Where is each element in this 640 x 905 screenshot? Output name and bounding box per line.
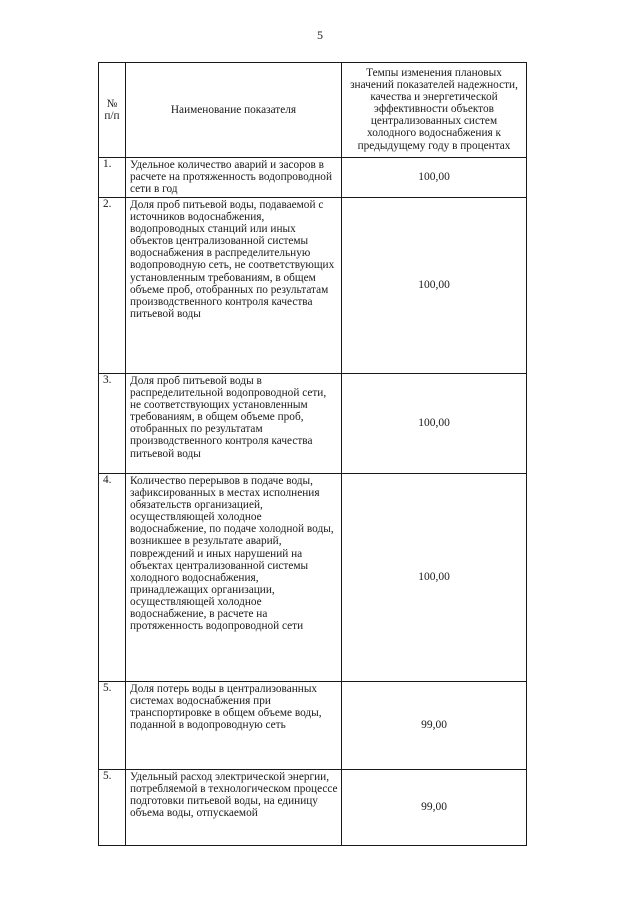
table-row — [99, 682, 527, 770]
row-value: 100,00 — [342, 474, 527, 682]
header-num: № п/п — [99, 63, 126, 158]
row-num: 5. — [99, 770, 126, 846]
row-value: 100,00 — [342, 198, 527, 374]
row-value: 99,00 — [342, 770, 527, 846]
row-num: 1. — [99, 158, 126, 198]
row-num: 2. — [99, 198, 126, 374]
row-value: 100,00 — [342, 158, 527, 198]
row-value: 100,00 — [342, 374, 527, 474]
table-row — [99, 474, 527, 682]
table-row — [99, 158, 527, 198]
table-row — [99, 770, 527, 846]
row-name: Удельный расход электрической энергии, потребляемой в технологическом процессе подготовки питьевой воды, на единицу объема воды, отпускаемой — [126, 770, 342, 846]
page-number: 5 — [317, 28, 323, 42]
header-value: Темпы изменения плановых значений показателей надежности, качества и энергетической эффективности объектов централизованных систем холодного водоснабжения к предыдущему году в процентах — [342, 63, 527, 158]
row-name: Количество перерывов в подаче воды, зафиксированных в местах исполнения обязательств организацией, осуществляющей холодное водоснабжение, по подаче холодной воды, возникшее в результате аварий, повреждений и иных нарушений на объектах централизованной системы холодного водоснабжения, принадлежащих организации, осуществляющей холодное водоснабжение, в расчете на протяженность водопроводной сети — [126, 474, 342, 682]
row-num: 3. — [99, 374, 126, 474]
table-row — [99, 198, 527, 374]
indicators-table — [98, 62, 527, 846]
table-row — [99, 374, 527, 474]
row-num: 4. — [99, 474, 126, 682]
header-name: Наименование показателя — [126, 63, 342, 158]
row-value: 99,00 — [342, 682, 527, 770]
row-num: 5. — [99, 682, 126, 770]
table-header-row — [99, 63, 527, 158]
row-name: Доля проб питьевой воды, подаваемой с источников водоснабжения, водопроводных станций или иных объектов централизованной системы водоснабжения в распределительную водопроводную сеть, не соответствующих установленным требованиям, в общем объеме проб, отобранных по результатам производственного контроля качества питьевой воды — [126, 198, 342, 374]
row-name: Доля проб питьевой воды в распределительной водопроводной сети, не соответствующих установленным требованиям, в общем объеме проб, отобранных по результатам производственного контроля качества питьевой воды — [126, 374, 342, 474]
row-name: Доля потерь воды в централизованных системах водоснабжения при транспортировке в общем объеме воды, поданной в водопроводную сеть — [126, 682, 342, 770]
row-name: Удельное количество аварий и засоров в расчете на протяженность водопроводной сети в год — [126, 158, 342, 198]
